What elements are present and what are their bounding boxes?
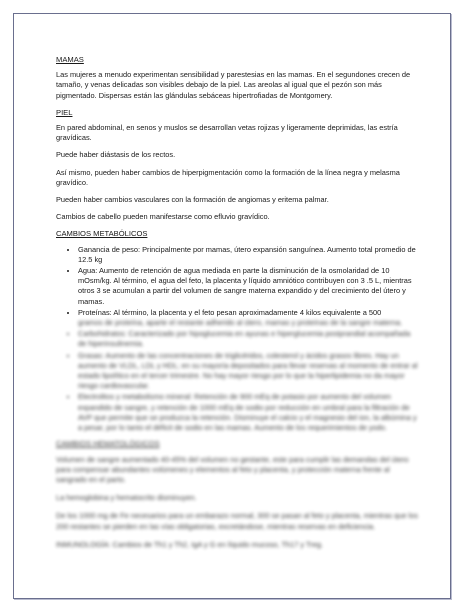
- section-heading-mamas: MAMAS: [56, 55, 84, 64]
- list-item: • Ganancia de peso: Principalmente por mamas, útero expansión sanguínea. Aumento total promedio de 12.5 kg: [78, 245, 420, 265]
- paragraph-hematologicos: De los 1000 mg de Fe necesarios para un embarazo normal, 300 se pasan al feto y placenta, mientras que los 200 restantes se pierden en las vías obligatorias, excretándose, mientras reservas en deficiencia.: [56, 511, 418, 531]
- paragraph-piel: Así mismo, pueden haber cambios de hiperpigmentación como la formación de la línea negra y melasma gravídico.: [56, 167, 400, 187]
- list-item: • Agua: Aumento de retención de agua mediada en parte la disminución de la osmolaridad de 10 mOsm/kg. Al término, el agua del feto, la placenta y líquido amniótico contribuyen con 3 .5 L, mientras otros 3 se acumulan a partir del volumen de sangre materna expandido y del crecimiento del útero y mamas.: [78, 266, 420, 307]
- list-item: • Carbohidratos: Caracterizado por hipoglucemia en ayunas e hiperglucemia postprandial acompañada de hiperinsulinemia.: [78, 329, 420, 349]
- section-heading-piel: PIEL: [56, 107, 73, 117]
- blurred-list: [56, 318, 420, 433]
- list-item: gramos de proteína, aparte el restante adherido al útero, mamas y proteínas de la sangre materna.: [78, 318, 403, 328]
- document-page: [56, 55, 420, 558]
- section-heading-metabolicos: CAMBIOS METABÓLICOS: [56, 229, 148, 239]
- section-heading-hematologicos: CAMBIOS HEMATOLÓGICOS: [56, 439, 160, 449]
- blurred-preview-region: [56, 318, 420, 550]
- paragraph-hematologicos: La hemoglobina y hematocrito disminuyen.: [56, 493, 197, 503]
- paragraph-hematologicos: Volumen de sangre aumentado 40-45% del volumen no gestante, este para cumplir las demandas del útero para compensar abundantes volúmenes y elementos al feto y placenta, y protección materna frente al sangrado en el parto.: [56, 454, 409, 484]
- paragraph-mamas: Las mujeres a menudo experimentan sensibilidad y parestesias en las mamas. En el segundones crecen de tamaño, y venas delicadas son visibles debajo de la piel. Las areolas al igual que el pezón son más pigmentado. Dispersas están las glándulas sebáceas hipertrofiadas de Montgomery.: [56, 70, 411, 100]
- list-item: • Proteínas: Al término, la placenta y el feto pesan aproximadamente 4 kilos equivalente a 500: [78, 308, 420, 318]
- paragraph-piel: Puede haber diástasis de los rectos.: [56, 150, 176, 160]
- list-item: • Grasas: Aumento de las concentraciones de triglicéridos, colesterol y ácidos grasos libres. Hay un aumento de VLDL, LDL y HDL; en su mayoría depositados para llevar reservas al momento de entrar al estado lipolítico en el tercer trimestre. No hay mayor riesgo por lo que la hiperlipidemia no da mayor riesgo cardiovascular.: [78, 351, 420, 392]
- paragraph-piel: En pared abdominal, en senos y muslos se desarrollan vetas rojizas y ligeramente deprimidas, las estría gravídicas.: [56, 123, 398, 143]
- metabolic-list: [56, 245, 420, 318]
- paragraph-inmunologia: INMUNOLOGÍA: Cambios de Th1 y Th2, IgA y G en líquido mucoso, Th17 y Treg.: [56, 539, 324, 549]
- list-item: • Electrolitos y metabolismo mineral: Retención de 900 mEq de potasio por aumento del volumen expandido de sangre, y retención de 1000 mEq de sodio por reducción en umbral para la filtración de AVP que permite que se produzca la retención. Disminuye el calcio y el magnesio del ion, la albúmina y a pesar, por lo tanto el déficit de sodio en las mamas. Aumento de los requerimientos de yodo.: [78, 392, 420, 433]
- paragraph-piel: Cambios de cabello pueden manifestarse como efluvio gravídico.: [56, 212, 270, 222]
- paragraph-piel: Pueden haber cambios vasculares con la formación de angiomas y eritema palmar.: [56, 195, 329, 205]
